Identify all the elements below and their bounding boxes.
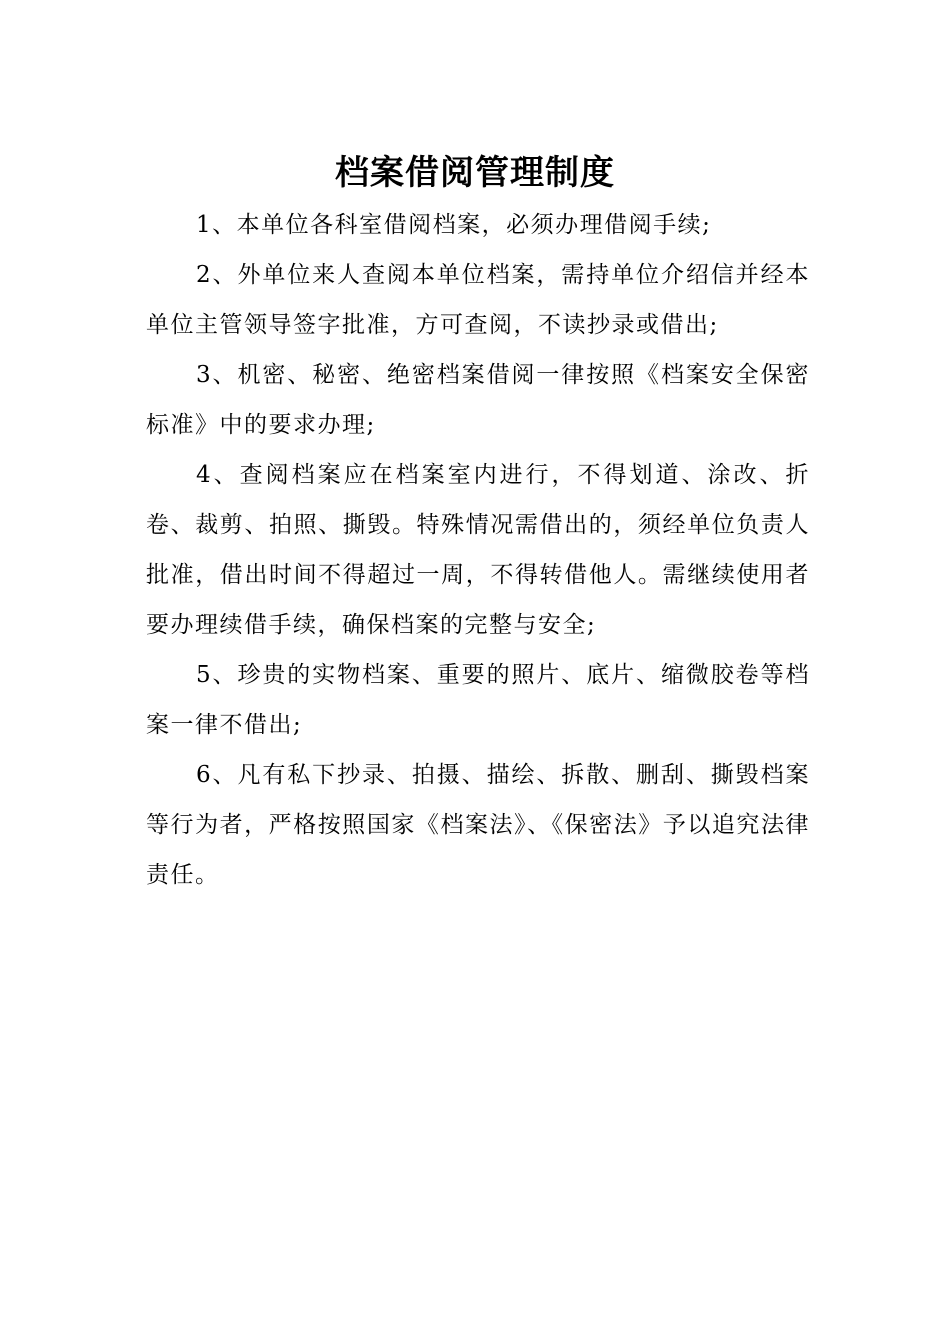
clause-6: 6、凡有私下抄录、拍摄、描绘、拆散、删刮、撕毁档案等行为者，严格按照国家《档案法》、《保密法》予以追究法律责任。	[146, 762, 810, 888]
clause-1: 1、本单位各科室借阅档案，必须办理借阅手续;	[196, 212, 712, 238]
clause-2: 2、外单位来人查阅本单位档案，需持单位介绍信并经本单位主管领导签字批准，方可查阅，不读抄录或借出;	[146, 262, 810, 338]
clause-3: 3、机密、秘密、绝密档案借阅一律按照《档案安全保密标准》中的要求办理;	[146, 362, 810, 438]
document-title: 档案借阅管理制度	[335, 152, 615, 193]
clause-4: 4、查阅档案应在档案室内进行，不得划道、涂改、折卷、裁剪、拍照、撕毁。特殊情况需借出的，须经单位负责人批准，借出时间不得超过一周，不得转借他人。需继续使用者要办理续借手续，确保档案的完整与安全;	[146, 462, 810, 638]
document-body	[146, 200, 810, 900]
clause-5: 5、珍贵的实物档案、重要的照片、底片、缩微胶卷等档案一律不借出;	[146, 662, 810, 738]
